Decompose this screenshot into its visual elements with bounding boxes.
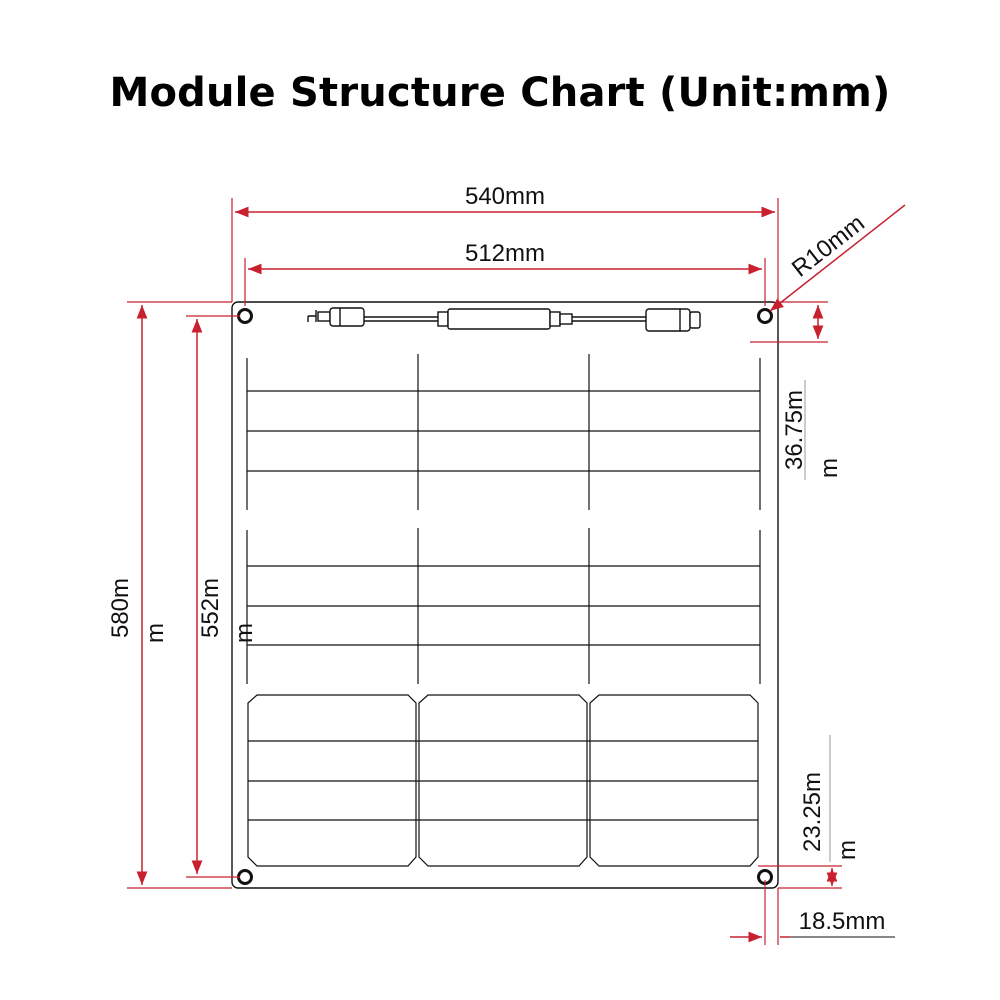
- mounting-holes: [239, 310, 772, 884]
- inner-width-label: 512mm: [464, 240, 546, 267]
- dimension-bottom-offset: [758, 735, 861, 888]
- inner-height-label: 552m: [197, 577, 224, 639]
- inner-height-label-unit: m: [231, 623, 258, 643]
- bottom-offset-label-unit: m: [834, 840, 861, 860]
- hole-top-left: [239, 310, 252, 323]
- overall-width-label: 540mm: [464, 183, 546, 210]
- dimension-top-offset: [750, 302, 843, 480]
- hole-top-right: [759, 310, 772, 323]
- top-offset-label-unit: m: [816, 458, 843, 478]
- page-title: Module Structure Chart (Unit:mm): [109, 70, 891, 116]
- dimension-corner-radius: [770, 205, 905, 311]
- side-offset-label: 18.5mm: [798, 908, 886, 935]
- cable-connector: [308, 308, 700, 331]
- corner-radius-label: R10mm: [786, 209, 870, 283]
- hole-bottom-left: [239, 871, 252, 884]
- dimension-inner-width: [245, 240, 765, 306]
- top-offset-label: 36.75m: [781, 389, 808, 471]
- panel-outline: [232, 302, 778, 888]
- cell-grid-lower: [248, 695, 758, 866]
- bottom-offset-label: 23.25m: [799, 771, 826, 853]
- cell-grid-upper-2: [247, 528, 760, 684]
- cell-grid-upper-1: [247, 354, 760, 510]
- overall-height-label: 580m: [107, 577, 134, 639]
- dimension-side-offset: [730, 880, 895, 945]
- overall-height-label-unit: m: [142, 623, 169, 643]
